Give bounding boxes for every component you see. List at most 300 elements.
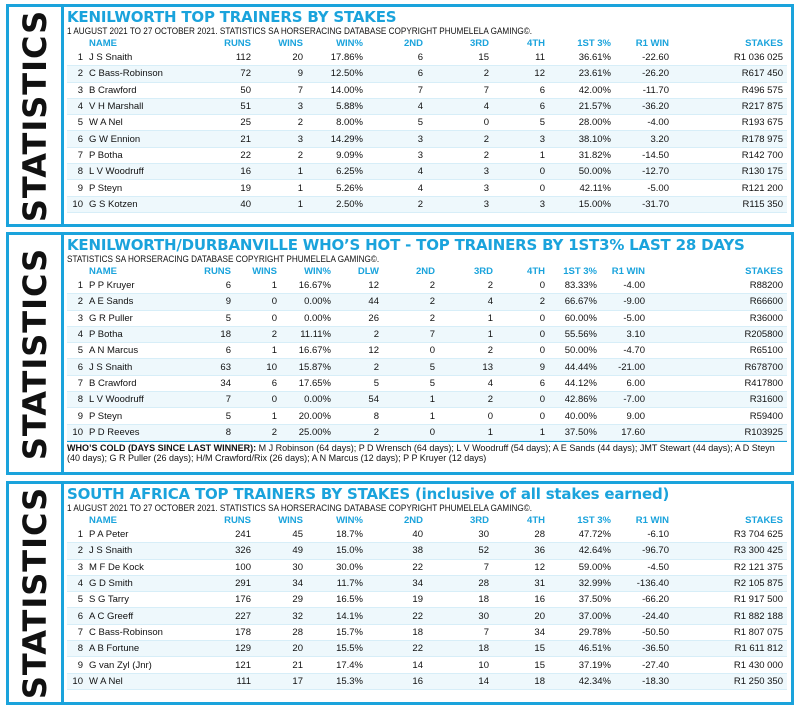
table-cell: 4: [67, 326, 85, 342]
header-row: [67, 37, 787, 50]
table-cell: 38: [367, 543, 427, 559]
column-header: 2ND: [415, 266, 435, 277]
table-cell: 7: [77, 149, 83, 161]
table-row: [67, 608, 787, 624]
table-cell: 21.57%: [549, 98, 615, 114]
table-cell: 4: [67, 98, 85, 114]
table-cell: 129: [203, 641, 255, 657]
table-cell: 2: [335, 326, 383, 342]
table-cell: -4.70: [623, 345, 645, 357]
panel-subtitle: 1 AUGUST 2021 TO 27 OCTOBER 2021. STATISTICS SA HORSERACING DATABASE COPYRIGHT PHUMELELA GAMING©.: [67, 503, 533, 514]
table-cell: 12: [534, 561, 545, 573]
column-header: DLW: [357, 266, 379, 277]
table-cell: 30.0%: [336, 561, 363, 573]
table-cell: 0: [497, 392, 549, 408]
header-row: [67, 514, 787, 527]
table-cell: A N Marcus: [89, 345, 139, 357]
table-cell: R3 704 625: [733, 529, 783, 541]
table-cell: 28: [292, 626, 303, 638]
table-cell: R65100: [749, 345, 783, 357]
table-cell: 47.72%: [578, 529, 611, 541]
table-cell: 42.64%: [549, 543, 615, 559]
column-header: WIN%: [336, 38, 363, 49]
table-cell: 3: [255, 98, 307, 114]
table-cell: -66.20: [642, 594, 669, 606]
table-cell: -5.00: [647, 182, 669, 194]
column-header: 4TH: [527, 38, 545, 49]
whos-cold-label: WHO’S COLD (DAYS SINCE LAST WINNER):: [67, 442, 257, 453]
table-cell: 21: [203, 131, 255, 147]
table-cell: 2: [367, 196, 427, 212]
table-cell: R1 611 812: [673, 641, 787, 657]
table-row: [67, 310, 787, 326]
table-cell: R217 875: [673, 98, 787, 114]
table-cell: 9: [497, 359, 549, 375]
table-cell: 30: [427, 608, 493, 624]
table-row: [67, 343, 787, 359]
table-cell: V H Marshall: [85, 98, 203, 114]
table-row: [67, 147, 787, 163]
table-cell: 52: [427, 543, 493, 559]
table-cell: R88200: [749, 280, 783, 292]
table-cell: 30: [292, 561, 303, 573]
table-cell: 7: [77, 626, 83, 638]
table-cell: 1: [77, 52, 83, 64]
table-cell: 11.7%: [307, 575, 367, 591]
table-cell: 6: [225, 280, 231, 292]
table-cell: G D Smith: [85, 575, 203, 591]
table-cell: B Crawford: [89, 84, 137, 96]
table-cell: 5: [417, 117, 423, 129]
column-header: [67, 265, 85, 278]
table-cell: 16: [534, 594, 545, 606]
table-cell: 50.00%: [564, 345, 597, 357]
table-cell: 3: [367, 131, 427, 147]
table-cell: 0: [539, 182, 545, 194]
table-cell: 15: [493, 641, 549, 657]
table-cell: R617 450: [673, 66, 787, 82]
table-cell: 0: [483, 117, 489, 129]
table-row: [67, 559, 787, 575]
table-cell: 6: [539, 377, 545, 389]
table-cell: 72: [203, 66, 255, 82]
table-cell: -4.00: [647, 117, 669, 129]
table-cell: 29: [292, 594, 303, 606]
table-cell: 14.1%: [307, 608, 367, 624]
table-cell: 1: [429, 410, 435, 422]
column-header: STAKES: [745, 266, 783, 277]
table-cell: 241: [235, 529, 251, 541]
table-cell: R1 882 188: [673, 608, 787, 624]
table-cell: R59400: [749, 410, 783, 422]
table-cell: 66.67%: [549, 294, 601, 310]
table-cell: 2: [383, 294, 439, 310]
table-cell: 22: [412, 561, 423, 573]
table-cell: 10: [67, 424, 85, 440]
panel-content: [67, 7, 787, 213]
column-header: WINS: [278, 38, 303, 49]
table-cell: 227: [203, 608, 255, 624]
table-cell: P P Kruyer: [89, 280, 135, 292]
side-label: STATISTICS: [16, 9, 54, 222]
table-cell: 23.61%: [549, 66, 615, 82]
table-cell: 9.00: [626, 410, 645, 422]
table-cell: R1 430 000: [733, 659, 783, 671]
table-cell: 36: [493, 543, 549, 559]
table-cell: 112: [235, 52, 251, 64]
table-cell: 2: [67, 66, 85, 82]
table-cell: 19: [240, 182, 251, 194]
table-cell: R142 700: [741, 149, 783, 161]
table-cell: 0.00%: [281, 294, 335, 310]
table-cell: 3: [427, 196, 493, 212]
side-label: STATISTICS: [16, 247, 54, 460]
table-cell: 0.00%: [281, 392, 335, 408]
table-cell: 38.10%: [549, 131, 615, 147]
table-cell: -50.50: [642, 626, 669, 638]
panel-title: KENILWORTH TOP TRAINERS BY STAKES: [67, 8, 397, 26]
table-cell: 22: [367, 641, 427, 657]
table-cell: 3: [77, 561, 83, 573]
table-cell: 7: [483, 561, 489, 573]
table-cell: 5: [225, 410, 231, 422]
table-cell: 22: [240, 149, 251, 161]
table-cell: 4: [417, 182, 423, 194]
table-cell: 3: [255, 131, 307, 147]
table-cell: C Bass-Robinson: [89, 626, 163, 638]
table-cell: 13: [439, 359, 497, 375]
table-cell: 6: [417, 52, 423, 64]
table-cell: 42.34%: [549, 673, 615, 689]
table-cell: 0: [235, 392, 281, 408]
table-cell: 1: [439, 424, 497, 440]
table-cell: 7: [189, 392, 235, 408]
table-cell: 176: [235, 594, 251, 606]
table-cell: 50.00%: [549, 164, 615, 180]
table-row: [67, 575, 787, 591]
table-cell: -31.70: [615, 196, 673, 212]
table-cell: 0: [235, 294, 281, 310]
table-cell: 5: [383, 359, 439, 375]
column-header: 1ST 3%: [563, 266, 597, 277]
table-cell: 31.82%: [578, 149, 611, 161]
table-cell: 4: [67, 575, 85, 591]
table-cell: 0: [493, 164, 549, 180]
table-cell: 18: [189, 326, 235, 342]
table-cell: L V Woodruff: [85, 164, 203, 180]
table-cell: 0: [383, 424, 439, 440]
table-cell: 1: [255, 164, 307, 180]
table-cell: 7: [383, 326, 439, 342]
table-row: [67, 196, 787, 212]
table-cell: 16.67%: [298, 280, 331, 292]
table-cell: 17: [255, 673, 307, 689]
table-cell: R115 350: [673, 196, 787, 212]
table-row: [67, 408, 787, 424]
table-cell: 121: [235, 659, 251, 671]
table-cell: G S Kotzen: [85, 196, 203, 212]
table-cell: 18: [412, 626, 423, 638]
table-cell: 6: [493, 98, 549, 114]
trainers-table: [67, 265, 787, 441]
table-cell: R417800: [744, 377, 783, 389]
table-cell: -12.70: [615, 164, 673, 180]
table-cell: 44: [335, 294, 383, 310]
table-cell: W A Nel: [85, 673, 203, 689]
table-row: [67, 657, 787, 673]
table-cell: 8: [189, 424, 235, 440]
column-header: RUNS: [204, 266, 231, 277]
table-cell: 7: [297, 84, 303, 96]
table-cell: 0: [497, 326, 549, 342]
table-cell: 40: [412, 529, 423, 541]
table-row: [67, 66, 787, 82]
table-cell: 20.00%: [298, 410, 331, 422]
table-cell: 11: [535, 52, 545, 64]
table-cell: 5.26%: [336, 182, 363, 194]
table-cell: 111: [203, 673, 255, 689]
column-header: WIN%: [336, 515, 363, 526]
table-cell: R205800: [649, 326, 787, 342]
table-cell: A E Sands: [85, 294, 189, 310]
table-cell: 20: [292, 52, 303, 64]
table-cell: 1: [271, 345, 277, 357]
table-cell: 19: [412, 594, 423, 606]
table-cell: 8: [67, 164, 85, 180]
table-cell: 2: [487, 280, 493, 292]
table-cell: 7: [417, 84, 423, 96]
table-cell: 40.00%: [564, 410, 597, 422]
table-cell: W A Nel: [89, 117, 123, 129]
table-cell: 7: [77, 377, 83, 389]
table-cell: 14.00%: [330, 84, 363, 96]
column-header: WINS: [278, 515, 303, 526]
table-cell: 0.00%: [304, 312, 331, 324]
column-header: NAME: [89, 38, 117, 49]
table-cell: 18.7%: [336, 529, 363, 541]
column-header: 3RD: [469, 515, 489, 526]
table-cell: 1: [271, 280, 277, 292]
column-header: RUNS: [224, 515, 251, 526]
side-label: STATISTICS: [16, 486, 54, 700]
table-cell: 9: [189, 294, 235, 310]
table-cell: B Crawford: [89, 377, 137, 389]
table-cell: 2: [297, 117, 303, 129]
table-cell: -6.10: [647, 529, 669, 541]
table-cell: 37.00%: [549, 608, 615, 624]
table-cell: R1 036 025: [733, 52, 783, 64]
table-cell: 6: [539, 84, 545, 96]
table-cell: -9.00: [601, 294, 649, 310]
table-cell: 25: [240, 117, 251, 129]
table-row: [67, 527, 787, 543]
table-cell: 28.00%: [578, 117, 611, 129]
table-cell: J S Snaith: [85, 359, 189, 375]
table-cell: 2: [235, 424, 281, 440]
table-cell: 2: [335, 359, 383, 375]
table-cell: 26: [368, 312, 379, 324]
table-cell: P Steyn: [89, 410, 123, 422]
table-cell: J S Snaith: [89, 52, 133, 64]
table-cell: 15: [534, 659, 545, 671]
table-cell: 9: [77, 659, 83, 671]
table-cell: 2: [487, 345, 493, 357]
table-cell: 5: [225, 312, 231, 324]
table-cell: L V Woodruff: [85, 392, 189, 408]
table-cell: M F De Kock: [89, 561, 144, 573]
table-cell: 1: [255, 196, 307, 212]
table-cell: 15.7%: [336, 626, 363, 638]
table-cell: 3: [77, 312, 83, 324]
table-row: [67, 673, 787, 689]
panel-content: [67, 235, 787, 464]
table-cell: 2.50%: [307, 196, 367, 212]
table-row: [67, 164, 787, 180]
table-cell: 46.51%: [549, 641, 615, 657]
table-cell: 21: [292, 659, 303, 671]
panel-content: [67, 484, 787, 690]
table-cell: S G Tarry: [89, 594, 129, 606]
table-cell: 18: [493, 673, 549, 689]
table-cell: G R Puller: [89, 312, 133, 324]
table-cell: R36000: [749, 312, 783, 324]
table-cell: 12: [368, 280, 379, 292]
column-header: STAKES: [745, 38, 783, 49]
table-cell: R193 675: [741, 117, 783, 129]
side-label-box: [9, 484, 64, 702]
table-cell: 18: [478, 594, 489, 606]
table-cell: -4.00: [623, 280, 645, 292]
table-cell: 9.09%: [336, 149, 363, 161]
table-cell: 12: [493, 66, 549, 82]
side-label-box: [9, 235, 64, 472]
south-africa-stakes-panel: [6, 481, 794, 705]
table-row: [67, 592, 787, 608]
table-cell: R1 807 075: [733, 626, 783, 638]
table-cell: 1: [539, 149, 545, 161]
table-cell: -22.60: [642, 52, 669, 64]
table-cell: 8: [67, 392, 85, 408]
table-cell: R678700: [649, 359, 787, 375]
table-cell: 3: [417, 149, 423, 161]
column-header: R1 WIN: [611, 266, 645, 277]
table-cell: -27.40: [642, 659, 669, 671]
table-cell: -36.20: [615, 98, 673, 114]
column-header: RUNS: [224, 38, 251, 49]
table-row: [67, 641, 787, 657]
table-cell: R1 917 500: [733, 594, 783, 606]
kenilworth-stakes-panel: [6, 4, 794, 227]
table-cell: 2: [67, 543, 85, 559]
table-row: [67, 131, 787, 147]
table-cell: 28: [534, 529, 545, 541]
table-row: [67, 82, 787, 98]
table-cell: 34: [367, 575, 427, 591]
table-cell: 37.19%: [578, 659, 611, 671]
table-cell: 2: [429, 280, 435, 292]
table-cell: 6: [67, 131, 85, 147]
table-cell: 34: [534, 626, 545, 638]
column-header: NAME: [89, 515, 117, 526]
table-cell: 100: [235, 561, 251, 573]
table-cell: J S Snaith: [85, 543, 203, 559]
column-header: 1ST 3%: [577, 515, 611, 526]
trainers-table: [67, 514, 787, 690]
table-cell: 4: [427, 98, 493, 114]
table-cell: 3: [493, 196, 549, 212]
table-cell: -4.50: [647, 561, 669, 573]
table-cell: 16.5%: [336, 594, 363, 606]
table-cell: 17.65%: [298, 377, 331, 389]
panel-subtitle: STATISTICS SA HORSERACING DATABASE COPYRIGHT PHUMELELA GAMING©.: [67, 254, 380, 265]
table-cell: 2: [427, 66, 493, 82]
table-cell: 25.00%: [281, 424, 335, 440]
table-cell: R130 175: [673, 164, 787, 180]
table-cell: 1: [497, 424, 549, 440]
table-cell: 178: [235, 626, 251, 638]
table-cell: 0: [539, 345, 545, 357]
table-cell: 7: [483, 626, 489, 638]
table-cell: 1: [439, 326, 497, 342]
table-cell: 2: [235, 326, 281, 342]
table-cell: 59.00%: [578, 561, 611, 573]
table-cell: 0: [271, 312, 277, 324]
column-header: [67, 514, 85, 527]
table-cell: 8: [67, 641, 85, 657]
table-cell: R3 300 425: [673, 543, 787, 559]
who-is-hot-panel: [6, 232, 794, 475]
table-cell: 1: [297, 182, 303, 194]
table-cell: 30: [478, 529, 489, 541]
column-header: R1 WIN: [635, 38, 669, 49]
table-cell: 54: [335, 392, 383, 408]
table-cell: 2: [497, 294, 549, 310]
table-row: [67, 115, 787, 131]
table-cell: 6: [67, 359, 85, 375]
table-cell: 5: [539, 117, 545, 129]
table-cell: P Botha: [85, 326, 189, 342]
table-cell: 6.25%: [307, 164, 367, 180]
table-cell: 28: [427, 575, 493, 591]
table-row: [67, 278, 787, 294]
table-cell: -24.40: [615, 608, 673, 624]
column-header: 1ST 3%: [577, 38, 611, 49]
table-cell: -5.00: [623, 312, 645, 324]
table-cell: 5.88%: [307, 98, 367, 114]
column-header: 4TH: [527, 515, 545, 526]
table-cell: 1: [77, 529, 83, 541]
table-cell: R103925: [649, 424, 787, 440]
table-cell: 3: [493, 131, 549, 147]
panel-title: SOUTH AFRICA TOP TRAINERS BY STAKES (inclusive of all stakes earned): [67, 485, 670, 503]
table-cell: R66600: [649, 294, 787, 310]
table-cell: 3.10: [601, 326, 649, 342]
table-cell: 1: [77, 280, 83, 292]
table-cell: -36.50: [615, 641, 673, 657]
table-cell: 42.00%: [578, 84, 611, 96]
table-row: [67, 375, 787, 391]
table-cell: 6: [225, 345, 231, 357]
column-header: WIN%: [304, 266, 331, 277]
table-cell: P D Reeves: [85, 424, 189, 440]
table-cell: 34: [220, 377, 231, 389]
column-header: NAME: [89, 266, 117, 277]
table-cell: R31600: [649, 392, 787, 408]
table-cell: 7: [483, 84, 489, 96]
table-cell: 5: [77, 345, 83, 357]
table-cell: 6: [367, 66, 427, 82]
table-cell: 0: [429, 345, 435, 357]
